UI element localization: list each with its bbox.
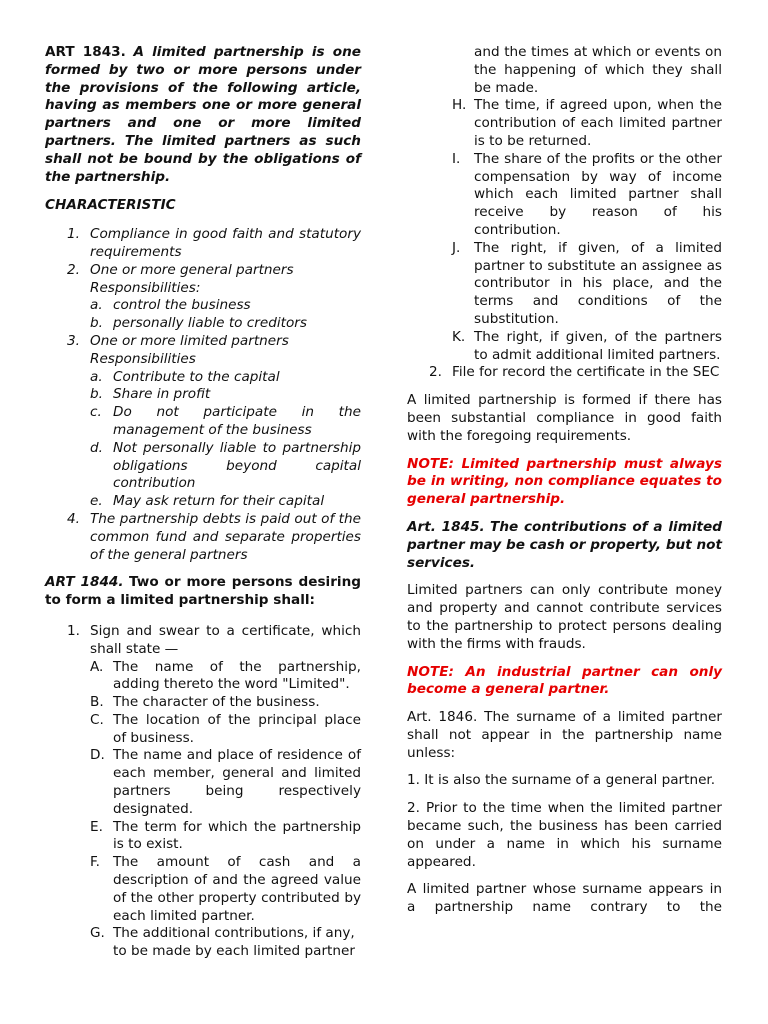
art-1846-paragraph: Art. 1846. The surname of a limited partner shall not appear in the partnership name unless: — [407, 709, 722, 761]
list-item: 2. One or more general partners Responsibilities: — [67, 261, 294, 296]
formed-paragraph: A limited partnership is formed if there has been substantial compliance in good faith with the foregoing requirements. — [407, 392, 722, 444]
list-item: 3. One or more limited partners Responsibilities — [67, 332, 289, 367]
sub-list-item: a. control the business — [90, 297, 251, 314]
certificate-item: A. The name of the partnership, adding thereto the word "Limited". — [90, 658, 361, 693]
certificate-item: G. The additional contributions, if any, to be made by each limited partner — [90, 925, 355, 960]
art-1845-label: Art. 1845. — [407, 518, 485, 535]
characteristic-heading: CHARACTERISTIC — [45, 197, 176, 214]
note-industrial-partner: NOTE: An industrial partner can only become a general partner. — [407, 663, 722, 698]
sub-list-item: d. Not personally liable to partnership obligations beyond capital contribution — [90, 439, 361, 492]
list-item: 2. File for record the certificate in the SEC — [429, 364, 720, 381]
last-paragraph: A limited partner whose surname appears in a partnership name contrary to the — [407, 881, 722, 916]
contribute-paragraph: Limited partners can only contribute money and property and cannot contribute services to the partnership to protect persons dealing with the firms with frauds. — [407, 582, 722, 652]
sub-list-item: e. May ask return for their capital — [90, 493, 325, 510]
art-1845-paragraph — [407, 519, 722, 572]
sub-list-item: a. Contribute to the capital — [90, 368, 280, 385]
certificate-item: D. The name and place of residence of each member, general and limited partners being respectively designated. — [90, 747, 361, 817]
art-1845-text: The contributions of a limited partner may be cash or property, but not services. — [407, 518, 722, 571]
art-1846-item-2: 2. Prior to the time when the limited partner became such, the business has been carried on under a name in which his surname appeared. — [407, 800, 722, 870]
certificate-item: I. The share of the profits or the other compensation by way of income which each limited partner shall receive by reason of his contribution. — [452, 150, 722, 238]
certificate-item-continued: and the times at which or events on the happening of which they shall be made. — [474, 44, 722, 96]
art-1844-paragraph — [45, 574, 361, 610]
certificate-item: J. The right, if given, of a limited partner to substitute an assignee as contributor in his place, and the terms and conditions of the substitution. — [452, 239, 722, 327]
sub-list-item: b. personally liable to creditors — [90, 315, 307, 332]
note-writing: NOTE: Limited partnership must always be in writing, non compliance equates to general partnership. — [407, 455, 722, 508]
left-column — [45, 44, 361, 961]
right-column — [407, 44, 722, 917]
sub-list-item: c. Do not participate in the management of the business — [90, 404, 361, 438]
art-1844-list — [45, 623, 361, 961]
certificate-item: E. The term for which the partnership is to exist. — [90, 818, 361, 853]
certificate-item: C. The location of the principal place of business. — [90, 711, 361, 746]
certificate-item: B. The character of the business. — [90, 694, 320, 711]
art-1844-text: Two or more persons desiring to form a limited partnership shall: — [45, 574, 361, 609]
list-item: 1. Compliance in good faith and statutory requirements — [67, 226, 361, 260]
art-1843-paragraph — [45, 44, 361, 186]
sub-list-item: b. Share in profit — [90, 386, 211, 403]
art-1843-label: ART 1843. — [45, 44, 126, 60]
certificate-item: K. The right, if given, of the partners to admit additional limited partners. — [452, 328, 722, 363]
list-item: 1. Sign and swear to a certificate, which shall state — — [67, 622, 361, 657]
art-1844-label: ART 1844. — [45, 574, 124, 591]
art-1843-text: A limited partnership is one formed by two or more persons under the provisions of the following article, having as members one or more general partners and one or more limited partners. The limited partners as such shall not be bound by the obligations of the partnership. — [45, 44, 361, 185]
list-item: 4. The partnership debts is paid out of the common fund and separate properties of the general partners — [67, 510, 361, 563]
certificate-item: F. The amount of cash and a description of and the agreed value of the other property contributed by each limited partner. — [90, 854, 361, 924]
art-1846-item-1: 1. It is also the surname of a general partner. — [407, 772, 716, 789]
certificate-item: H. The time, if agreed upon, when the contribution of each limited partner is to be returned. — [452, 97, 722, 149]
characteristics-list — [45, 226, 361, 564]
